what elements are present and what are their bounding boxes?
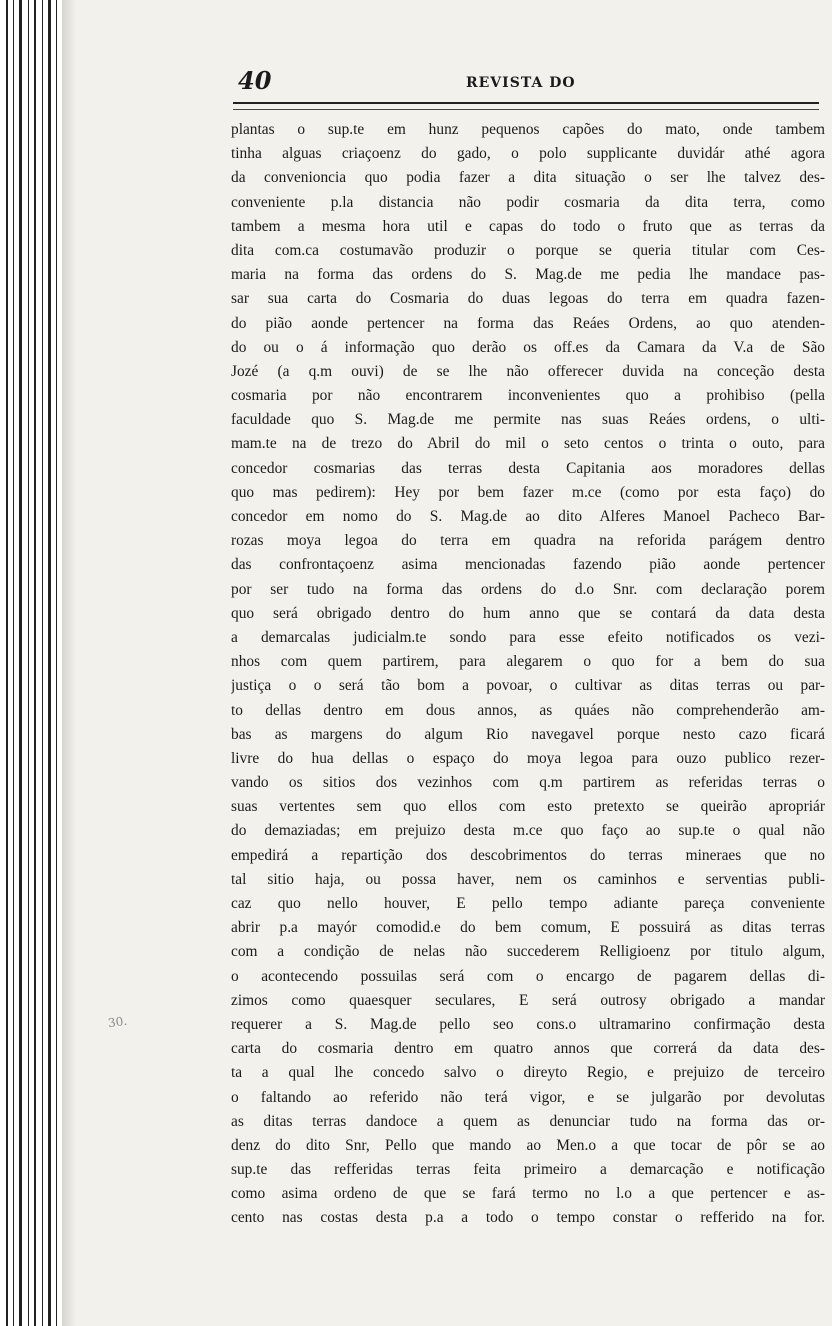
page-edge-shadow [62,0,76,1326]
header-rule [233,102,819,110]
text-line: do ou o á informação quo derão os off.es da Camara da V.a de São [231,338,825,356]
text-line: denz do dito Snr, Pello que mando ao Men.o a que tocar de pôr se ao [231,1136,825,1154]
text-line: do demaziadas; em prejuizo desta m.ce quo faço ao sup.te o qual não [231,822,825,840]
text-line: caz quo nello houver, E pello tempo adiante pareça conveniente [231,895,825,912]
text-line: livre do hua dellas o espaço do moya legoa para ouzo publico rezer- [231,749,825,767]
body-text [231,118,825,1231]
text-line: com a condição de nelas não succederem Relligioenz por titulo algum, [231,943,825,961]
margin-note: 30. [107,1013,128,1031]
text-line: bas as margens do algum Rio navegavel porque nesto cazo ficará [231,725,825,743]
page-number: 40 [238,66,272,95]
text-line: por ser tudo na forma das ordens do d.o Snr. com declaração porem [231,580,825,598]
text-line: quo será obrigado dentro do hum anno que se contará da data desta [231,604,825,622]
text-line: conveniente p.la distancia não podir cosmaria da dita terra, como [231,193,825,211]
text-line: do pião aonde pertencer na forma das Reáes Ordens, ao quo atenden- [231,314,825,332]
text-line: mam.te na de trezo do Abril do mil o seto centos o trinta o outo, para [231,435,825,453]
text-line: requerer a S. Mag.de pello seo cons.o ultramarino confirmação desta [231,1015,825,1033]
text-line: faculdade quo S. Mag.de me permite nas suas Reáes ordens, o ulti- [231,411,825,429]
text-line: da convenioncia quo podia fazer a dita situação o ser lhe talvez des- [231,169,825,187]
text-line: tal sitio haja, ou possa haver, nem os caminhos e serventias publi- [231,870,825,888]
text-line: tambem a mesma hora util e capas do todo o fruto que as terras da [231,217,825,235]
text-line: maria na forma das ordens do S. Mag.de me pedia lhe mandace pas- [231,266,825,284]
text-line: plantas o sup.te em hunz pequenos capões do mato, onde tambem [231,121,825,138]
text-line: sup.te das refferidas terras feita primeiro a demarcação e notificação [231,1161,825,1179]
text-line: carta do cosmaria dentro em quatro annos que correrá da data des- [231,1040,825,1058]
text-line: cento nas costas desta p.a a todo o tempo constar o refferido na for. [231,1209,825,1227]
text-line: concedor em nomo do S. Mag.de ao dito Alferes Manoel Pacheco Bar- [231,508,825,525]
text-line: das confrontaçoenz asima mencionadas fazendo pião aonde pertencer [231,556,825,574]
text-line: abrir p.a mayór comodid.e do bem comum, E possuirá as ditas terras [231,919,825,937]
text-line: sar sua carta do Cosmaria do duas legoas do terra em quadra fazen- [231,290,825,308]
text-line: cosmaria por não encontrarem inconvenientes quo a prohibiso (pella [231,387,825,405]
text-line: as ditas terras dandoce a quem as denunciar tudo na forma das or- [231,1112,825,1130]
text-line: Jozé (a q.m ouvi) de se lhe não offerecer duvida na conceção desta [231,362,825,380]
text-line: zimos como quaesquer seculares, E será outrosy obrigado a mandar [231,991,825,1009]
text-line: nhos com quem partirem, para alegarem o quo for a bem do sua [231,653,825,671]
text-line: suas vertentes sem quo ellos com esto pretexto se queirão apropriár [231,798,825,816]
text-line: rozas moya legoa do terra em quadra na reforida parágem dentro [231,532,825,550]
text-line: quo mas pedirem): Hey por bem fazer m.ce (como por esta faço) do [231,483,825,501]
text-line: como asima ordeno de que se fará termo no l.o a que pertencer e as- [231,1185,825,1203]
text-line: justiça o o será tão bom a povoar, o cultivar as ditas terras ou par- [231,677,825,695]
text-line: o faltando ao referido não terá vigor, e se julgarão por devolutas [231,1088,825,1106]
text-line: concedor cosmarias das terras desta Capitania aos moradores dellas [231,459,825,477]
text-line: to dellas dentro em dous annos, as quáes não comprehenderão am- [231,701,825,719]
text-line: empedirá a repartição dos descobrimentos do terras mineraes que no [231,846,825,864]
text-line: ta a qual lhe concedo salvo o direyto Regio, e prejuizo de terceiro [231,1064,825,1082]
text-line: tinha alguas criaçoenz do gado, o polo supplicante duvidár athé agora [231,145,825,163]
text-line: dita com.ca costumavão produzir o porque se queria titular com Ces- [231,241,825,259]
book-binding-edge [0,0,62,1326]
text-line: vando os sitios dos vezinhos com q.m partirem as referidas terras o [231,774,825,792]
running-title: REVISTA DO [466,75,576,91]
text-line: a demarcalas judicialm.te sondo para esse efeito notificados os vezi- [231,628,825,646]
text-line: o acontecendo possuilas será com o encargo de pagarem dellas di- [231,967,825,985]
